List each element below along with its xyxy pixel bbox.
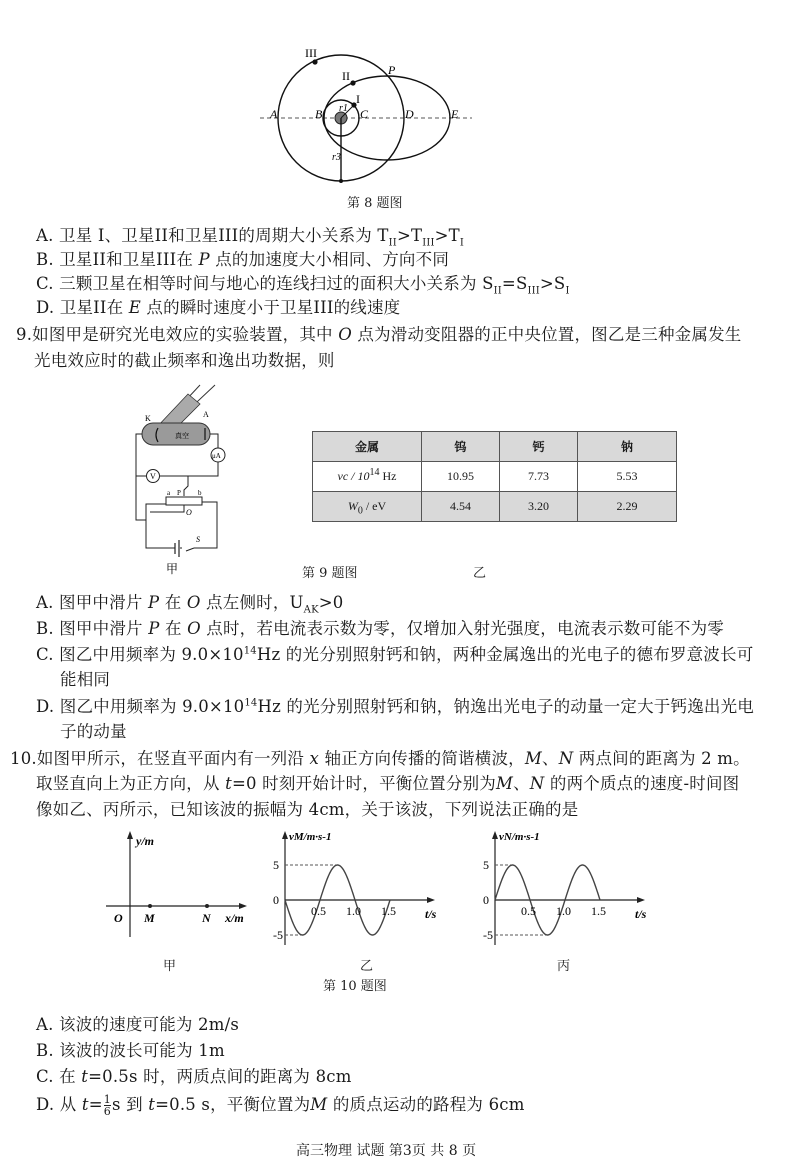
var: M [495,774,514,793]
table-row [313,492,677,522]
x-tick-label: 1.5 [591,904,606,918]
option-text: 图乙中用频率为 9.0×10 [59,697,245,716]
option-label: A. [36,226,54,245]
option-label: C. [36,274,54,293]
label-E: E [451,107,459,121]
sub: AK [303,604,319,616]
numerator: 1 [103,1093,111,1106]
q9-circuit-diagram [120,380,250,580]
satellite-III [312,59,317,64]
unit: / eV [362,499,387,513]
label-uA: μA [212,452,221,460]
option-text: Hz 的光分别照射钙和钠，两种金属逸出的光电子的德布罗意波长可 [256,645,754,664]
var: M [310,1095,328,1114]
q8-option-c [36,273,570,295]
x-tick-label: 0.5 [521,904,536,918]
option-text: =0.5 s，平衡位置为 [155,1095,311,1114]
row-label-text: νc / 10 [337,469,370,483]
label-N: N [202,911,211,925]
option-label: B. [36,1041,54,1060]
x-tick-label: 1.5 [381,904,396,918]
var: E [128,298,141,317]
option-text: 点的瞬时速度小于卫星III的线速度 [140,298,401,317]
q8-figure-caption: 第 8 题图 [347,196,403,211]
var: t [81,1095,89,1114]
label-a: a [167,489,171,497]
label-P: P [388,63,396,77]
sup: 14 [244,697,258,709]
sub: I [459,237,465,249]
q9-option-a [36,592,344,614]
point-M [148,904,152,908]
option-label: D. [36,1095,55,1114]
sub: II [388,237,397,249]
label-V: V [150,472,156,481]
option-text: 卫星 I、卫星II和卫星III的周期大小关系为 [59,226,378,245]
x-axis-label: t/s [635,907,647,921]
label-S: S [196,535,200,544]
option-text: 点时，若电流表示数为零，仅增加入射光强度，电流表示数可能不为零 [200,619,724,638]
var: x [309,749,320,768]
q10-option-c [36,1066,352,1088]
q9-option-b [36,618,724,640]
q10-caption-jia: 甲 [163,959,177,974]
option-label: C. [36,645,54,664]
wire [150,505,184,512]
option-text: = [88,1095,103,1114]
y-arrow [127,831,133,839]
label-A: A [270,107,278,121]
stem-text: =0 时刻开始计时，平衡位置分别为 [232,774,496,793]
rheostat [166,497,202,505]
denominator: 6 [103,1105,111,1118]
q8-option-b [36,249,449,271]
option-text: s 到 [111,1095,149,1114]
q10-figure-caption: 第 10 题图 [323,979,387,994]
q10-caption-bing: 丙 [557,959,571,974]
eq-S: =S [501,274,528,293]
x-arrow [637,897,645,903]
stem-text: 取竖直向上为正方向，从 [36,774,226,793]
question-number: 10. [10,749,37,768]
sub: 0 [357,505,363,517]
sup: 14 [369,467,380,478]
gt-T: >T [434,226,460,245]
sub: III [422,237,435,249]
page-footer: 高三物理 试题 第3页 共 8 页 [296,1143,477,1159]
var: N [529,774,545,793]
option-text: 的质点运动的路程为 6cm [327,1095,525,1114]
row-label [313,462,422,492]
point-N [205,904,209,908]
option-label: C. [36,1067,54,1086]
option-text: Hz 的光分别照射钙和钠，钠逸出光电子的动量一定大于钙逸出光电 [257,697,755,716]
label-xlabel: x/m [225,911,244,925]
label-O: O [186,508,192,517]
label-vacuum: 真空 [175,432,189,440]
q8-option-d [36,297,400,319]
option-text: =0.5s 时，两质点间的距离为 8cm [88,1067,352,1086]
label-C: C [360,107,369,121]
row-label-text: W [347,499,358,513]
var: M [524,749,542,768]
option-text: 从 [59,1095,82,1114]
q10-caption-yi: 乙 [360,959,374,974]
option-text: 三颗卫星在相等时间与地心的连线扫过的面积大小关系为 [59,274,483,293]
table-header: 金属 [313,432,422,462]
label-r1: r1 [339,103,348,114]
table-cell: 7.73 [500,462,578,492]
x-arrow [239,903,247,909]
q10-option-a [36,1014,239,1036]
y-tick-label: 5 [273,858,279,872]
table-row [313,462,677,492]
option-label: A. [36,1015,54,1034]
x-tick-label: 1.0 [346,904,361,918]
x-tick-label: 1.0 [556,904,571,918]
stem-text: 如图甲是研究光电效应的实验装置，其中 [32,325,339,344]
q10-option-d [36,1094,525,1117]
label-b: b [198,489,202,497]
var: P [147,593,160,612]
table-header: 钠 [578,432,677,462]
stem-text: 、 [513,774,530,793]
option-label: B. [36,250,54,269]
table-cell: 5.53 [578,462,677,492]
y-tick-label: 5 [483,858,489,872]
y-arrow [492,831,498,839]
stem-text: 如图甲所示，在竖直平面内有一列沿 [36,749,310,768]
var: t [148,1095,156,1114]
x-axis-label: t/s [425,907,437,921]
table-cell: 3.20 [500,492,578,522]
q9-figure-caption: 第 9 题图 [302,566,358,581]
q10-chart-yi [265,828,445,953]
q8-option-a [36,225,464,247]
label-B: B [315,107,323,121]
q8-orbit-diagram [260,0,500,210]
q10-stem-line3: 像如乙、丙所示，已知该波的振幅为 4cm，关于该波，下列说法正确的是 [36,800,579,819]
option-label: D. [36,697,55,716]
wire [146,520,175,548]
sup: 14 [243,645,257,657]
x-tick-label: 0.5 [311,904,326,918]
stem-text: 、 [541,749,559,768]
sub: I [565,285,570,297]
q10-stem-line2 [36,773,739,795]
y-tick-label: 0 [273,893,279,907]
q9-stem-line1 [16,324,741,346]
label-D: D [405,107,414,121]
label-r3: r3 [332,152,341,163]
row-label [313,492,422,522]
q10-option-b [36,1040,225,1062]
option-label: A. [36,593,54,612]
var: N [558,749,574,768]
table-cell: 4.54 [422,492,500,522]
var: P [148,619,160,638]
option-label: B. [36,619,54,638]
label-ylabel: y/m [136,834,154,848]
gt-S: >S [539,274,566,293]
wire [136,434,146,520]
satellite-II [350,80,355,85]
y-tick-label: -5 [273,928,283,942]
y-axis-label: vM/m·s-1 [289,831,332,843]
wire [160,462,218,476]
wire [184,476,188,496]
label-III: III [305,46,317,60]
label-O: O [114,911,123,925]
y-tick-label: 0 [483,893,489,907]
q9-table-caption: 乙 [473,566,487,581]
label-K: K [145,414,151,423]
option-text: 卫星II和卫星III在 [59,250,199,269]
option-text: 该波的波长可能为 1m [59,1041,225,1060]
label-M: M [144,911,155,925]
table-header: 钨 [422,432,500,462]
sub: II [493,285,502,297]
option-text: >0 [318,593,344,612]
y-axis-label: vN/m·s-1 [499,831,540,843]
stem-text: 点为滑动变阻器的正中央位置，图乙是三种金属发生 [351,325,742,344]
q9-data-table [312,431,677,522]
y-arrow [282,831,288,839]
option-text: 该波的速度可能为 2m/s [59,1015,240,1034]
option-text: 在 [59,1067,82,1086]
stem-text: 的两个质点的速度-时间图 [544,774,740,793]
option-text: 点左侧时，U [200,593,304,612]
var: t [225,774,232,793]
S: S [482,274,494,293]
sub: III [527,285,540,297]
q9-option-c-cont: 能相同 [60,670,111,689]
q10-stem-line1 [10,748,750,770]
question-number: 9. [16,325,33,344]
stem-text: 轴正方向传播的简谐横波， [319,749,525,768]
table-cell: 2.29 [578,492,677,522]
q10-chart-bing [475,828,655,953]
option-text: 在 [159,593,187,612]
table-header: 钙 [500,432,578,462]
q10-fig-jia [100,825,260,975]
q9-option-d [36,696,754,718]
var: O [187,619,201,638]
wire [210,434,218,448]
var: O [338,325,352,344]
table-header-row [313,432,677,462]
option-text: 图乙中用频率为 9.0×10 [59,645,244,664]
option-text: 图甲中滑片 [59,593,148,612]
var: O [186,593,201,612]
T: T [377,226,389,245]
var: t [81,1067,89,1086]
option-text: 点的加速度大小相同、方向不同 [209,250,450,269]
y-tick-label: -5 [483,928,493,942]
q9-option-c [36,644,753,666]
table-cell: 10.95 [422,462,500,492]
unit: Hz [379,469,397,483]
q9-option-d-cont: 子的动量 [60,722,127,741]
label-P: P [177,489,181,497]
option-text: 卫星II在 [59,298,129,317]
switch-s [186,548,194,551]
option-text: 图甲中滑片 [59,619,149,638]
gt-T: >T [396,226,423,245]
label-jia: 甲 [166,562,179,576]
option-label: D. [36,298,55,317]
stem-text: 两点间的距离为 2 m。 [573,749,750,768]
point-bottom [339,179,343,183]
x-arrow [427,897,435,903]
label-I: I [356,92,360,106]
label-A: A [203,410,209,419]
fraction [104,1094,111,1117]
option-text: 在 [159,619,188,638]
var: P [198,250,210,269]
q9-stem-line2: 光电效应时的截止频率和逸出功数据，则 [34,351,335,370]
label-II: II [342,69,350,83]
